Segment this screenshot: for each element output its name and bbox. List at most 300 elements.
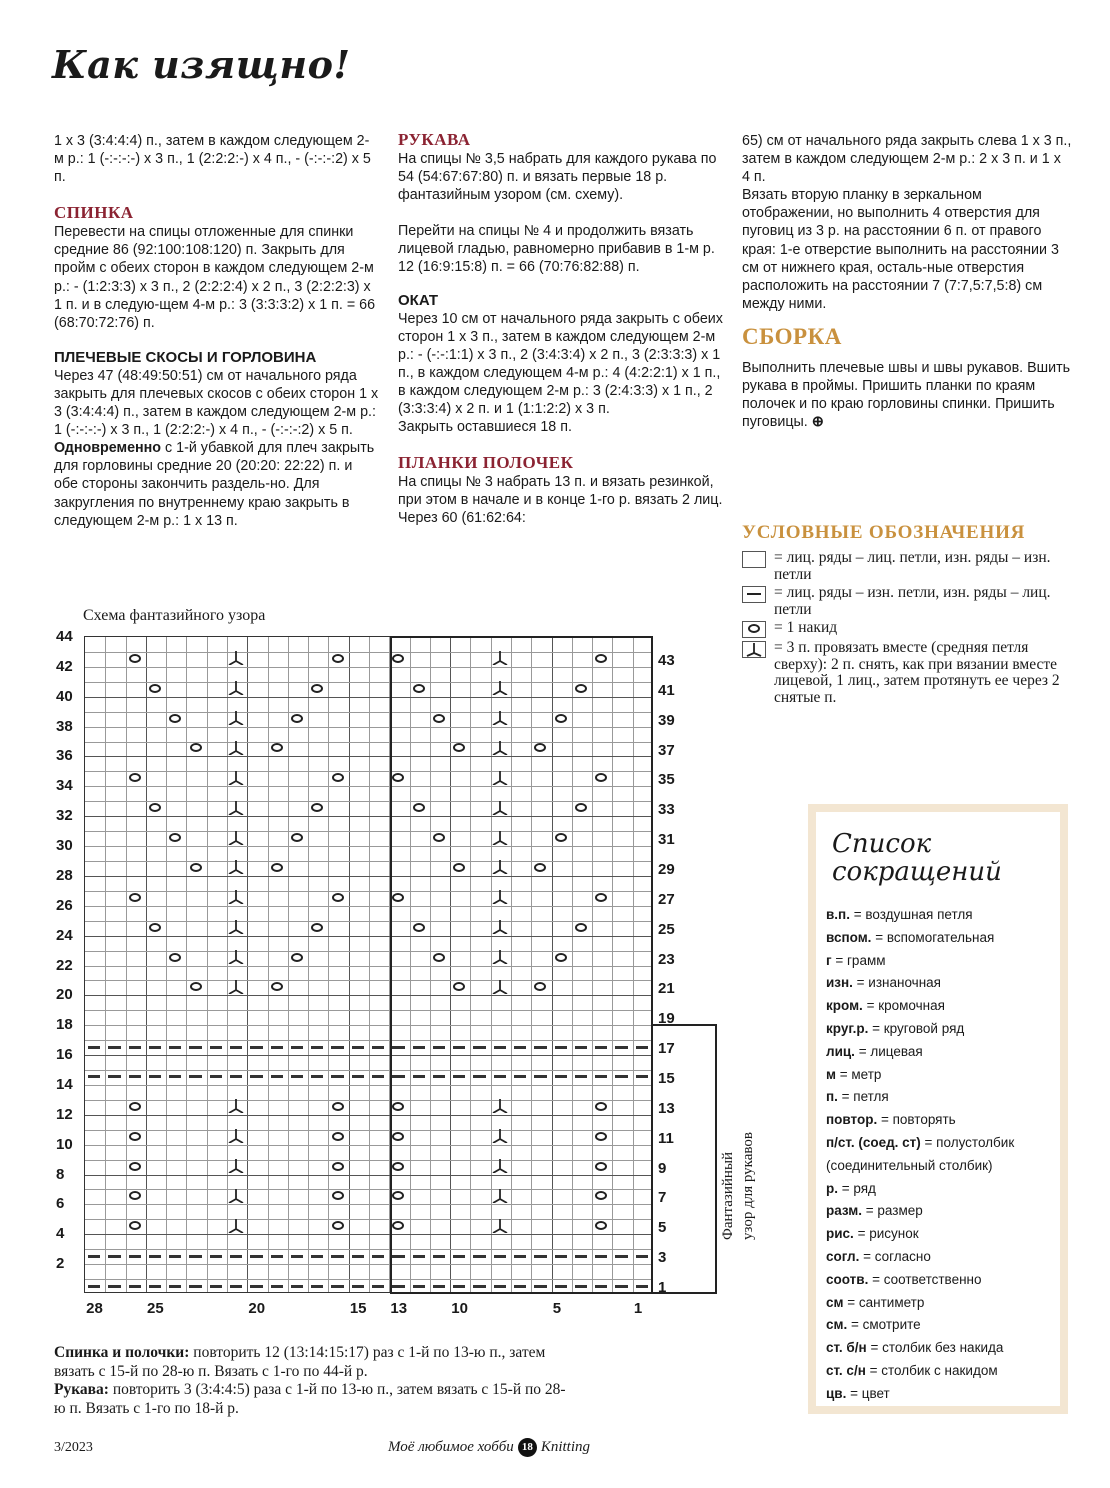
grid-line: [85, 1055, 651, 1056]
column-label: 1: [633, 1300, 643, 1317]
row-label: 1: [658, 1279, 667, 1297]
row-label: 37: [658, 741, 675, 759]
decrease-icon: [491, 920, 509, 934]
purl-dash-icon: [473, 1046, 485, 1049]
column-label: 15: [349, 1300, 367, 1317]
purl-dash-icon: [331, 1046, 343, 1049]
purl-dash-icon: [311, 1285, 323, 1288]
decrease-icon: [227, 1189, 245, 1203]
grid-line: [166, 637, 167, 1292]
purl-dash-icon: [372, 1255, 384, 1258]
abbreviations-box: [808, 804, 1068, 1414]
row-label: 35: [658, 771, 675, 789]
yarn-over-icon: [332, 1102, 344, 1111]
decrease-icon: [491, 1189, 509, 1203]
end-mark-icon: ⊕: [811, 414, 824, 431]
cap-heading: ОКАТ: [398, 291, 439, 309]
column-label: 20: [248, 1300, 266, 1317]
purl-dash-icon: [250, 1075, 262, 1078]
purl-dash-icon: [271, 1255, 283, 1258]
abbreviation-item: соотв. = соответственно: [826, 1271, 982, 1287]
grid-line: [85, 980, 651, 981]
decrease-icon: [491, 651, 509, 665]
purl-dash-icon: [108, 1075, 120, 1078]
row-label: 5: [658, 1219, 667, 1237]
chart-notes: [54, 1344, 574, 1418]
decrease-icon: [491, 890, 509, 904]
purl-dash-icon: [453, 1255, 465, 1258]
purl-dash-icon: [352, 1255, 364, 1258]
grid-line: [85, 771, 651, 772]
purl-dash-icon: [555, 1285, 567, 1288]
yarn-over-icon: [392, 1132, 404, 1141]
row-label: 43: [658, 651, 675, 669]
grid-line: [105, 637, 106, 1292]
row-label: 3: [658, 1249, 667, 1267]
row-label: 26: [56, 896, 73, 914]
row-label: 16: [56, 1046, 73, 1064]
yarn-over-icon: [392, 1162, 404, 1171]
purl-dash-icon: [129, 1285, 141, 1288]
grid-line: [85, 786, 651, 787]
abbreviation-item: согл. = согласно: [826, 1248, 931, 1264]
legend-item: = 1 накид: [742, 620, 1072, 638]
row-label: 23: [658, 950, 675, 968]
grid-line: [633, 637, 634, 1292]
purl-dash-icon: [514, 1255, 526, 1258]
sleeve-pattern-label: Фантазийный узор для рукавов: [720, 1132, 756, 1240]
yarn-over-icon: [413, 923, 425, 932]
yarn-over-icon: [555, 833, 567, 842]
purl-dash-icon: [149, 1075, 161, 1078]
legend-item: = 3 п. провязать вместе (средняя петля сверху): 2 п. снять, как при вязании вместе лицевой, 1 лиц., затем протянуть ее через 2 снятые п.: [742, 640, 1072, 706]
grid-line: [85, 876, 651, 877]
row-label: 32: [56, 807, 73, 825]
abbreviation-item: в.п. = воздушная петля: [826, 907, 973, 922]
purl-dash-icon: [595, 1285, 607, 1288]
row-label: 17: [658, 1040, 675, 1058]
back-note: Спинка и полочки: повторить 12 (13:14:15:17) раз с 1-й по 13-ю п., затем вязать с 15-й по 28-ю п. Вязать с 1-го по 44-й р.: [54, 1344, 546, 1380]
decrease-icon: [227, 890, 245, 904]
yarn-over-icon: [742, 621, 766, 638]
purl-dash-icon: [291, 1046, 303, 1049]
purl-dash-icon: [169, 1046, 181, 1049]
row-label: 40: [56, 687, 73, 705]
row-label: 12: [56, 1105, 73, 1123]
yarn-over-icon: [149, 684, 161, 693]
assembly-text: Выполнить плечевые швы и швы рукавов. Вшить рукава в проймы. Пришить планки по краям полочек и по краю горловины спинки. Пришить пуговицы. ⊕: [742, 359, 1071, 431]
purl-dash-icon: [392, 1046, 404, 1049]
grid-line: [85, 891, 651, 892]
yarn-over-icon: [413, 803, 425, 812]
purl-dash-icon: [392, 1075, 404, 1078]
decrease-icon: [491, 771, 509, 785]
purl-dash-icon: [636, 1046, 648, 1049]
grid-line: [85, 861, 651, 862]
yarn-over-icon: [433, 953, 445, 962]
purl-dash-icon: [129, 1046, 141, 1049]
purl-dash-icon: [189, 1255, 201, 1258]
yarn-over-icon: [169, 714, 181, 723]
purl-dash-icon: [453, 1075, 465, 1078]
grid-line: [85, 1070, 651, 1071]
purl-dash-icon: [88, 1255, 100, 1258]
yarn-over-icon: [575, 923, 587, 932]
purl-dash-icon: [250, 1285, 262, 1288]
chart-title: Схема фантазийного узора: [83, 607, 266, 624]
abbreviation-item: кром. = кромочная: [826, 998, 945, 1014]
yarn-over-icon: [169, 953, 181, 962]
row-label: 11: [658, 1129, 674, 1147]
grid-line: [612, 637, 613, 1292]
decrease-icon: [227, 1129, 245, 1143]
purl-dash-icon: [311, 1075, 323, 1078]
column-label: 13: [390, 1300, 408, 1317]
purl-dash-icon: [129, 1075, 141, 1078]
abbreviation-item: м = метр: [826, 1066, 882, 1082]
simultaneously-label: Одновременно: [54, 440, 162, 457]
purl-dash-icon: [210, 1046, 222, 1049]
yarn-over-icon: [413, 684, 425, 693]
grid-line: [85, 1115, 651, 1116]
sleeve-note: Рукава: повторить 3 (3:4:4:5) раза с 1-й по 13-ю п., затем вязать с 15-й по 28-ю п. Вязать с 1-го по 18-й р.: [54, 1381, 566, 1417]
grid-line: [85, 846, 651, 847]
bands-continued: 65) см от начального ряда закрыть слева 1 х 3 п., затем в каждом следующем 2-м р.: 2 х 3 п. и 1 х 4 п.: [742, 133, 1072, 186]
purl-dash-icon: [473, 1255, 485, 1258]
row-label: 13: [658, 1099, 675, 1117]
yarn-over-icon: [129, 893, 141, 902]
decrease-icon: [227, 860, 245, 874]
purl-dash-icon: [271, 1285, 283, 1288]
grid-line: [85, 697, 651, 698]
abbreviation-item: разм. = размер: [826, 1203, 923, 1219]
row-label: 34: [56, 777, 73, 795]
yarn-over-icon: [595, 1102, 607, 1111]
purl-dash-icon: [494, 1255, 506, 1258]
row-label: 25: [658, 920, 675, 938]
grid-line: [85, 816, 651, 817]
purl-dash-icon: [169, 1285, 181, 1288]
yarn-over-icon: [291, 714, 303, 723]
bands-heading: ПЛАНКИ ПОЛОЧЕК: [398, 453, 574, 473]
grid-line: [85, 1175, 651, 1176]
column-3: [742, 132, 1072, 431]
grid-line: [470, 637, 471, 1292]
purl-dash-icon: [331, 1255, 343, 1258]
abbreviation-item: вспом. = вспомогательная: [826, 929, 995, 945]
grid-line: [85, 652, 651, 653]
yarn-over-icon: [129, 654, 141, 663]
decrease-icon: [227, 950, 245, 964]
purl-dash-icon: [311, 1255, 323, 1258]
purl-dash-icon: [230, 1285, 242, 1288]
purl-dash-icon: [189, 1285, 201, 1288]
purl-dash-icon: [595, 1255, 607, 1258]
row-label: 14: [56, 1075, 73, 1093]
grid-line: [85, 667, 651, 668]
purl-dash-icon: [372, 1046, 384, 1049]
purl-dash-icon: [210, 1285, 222, 1288]
decrease-icon: [491, 980, 509, 994]
abbreviation-item: лиц. = лицевая: [826, 1043, 923, 1059]
purl-dash-icon: [352, 1046, 364, 1049]
purl-dash-icon: [108, 1255, 120, 1258]
purl-dash-icon: [555, 1255, 567, 1258]
grid-line: [288, 637, 289, 1292]
grid-line: [85, 951, 651, 952]
grid-line: [85, 921, 651, 922]
back-heading: СПИНКА: [54, 203, 134, 223]
purl-dash-icon: [210, 1255, 222, 1258]
row-label: 9: [658, 1159, 667, 1177]
yarn-over-icon: [555, 953, 567, 962]
grid-line: [85, 742, 651, 743]
grid-line: [85, 1279, 651, 1280]
purl-dash-icon: [514, 1046, 526, 1049]
purl-dash-icon: [555, 1046, 567, 1049]
purl-dash-icon: [230, 1255, 242, 1258]
grid-line: [85, 1249, 651, 1250]
purl-dash-icon: [413, 1046, 425, 1049]
grid-line: [410, 637, 411, 1292]
grid-line: [85, 712, 651, 713]
shoulder-heading: ПЛЕЧЕВЫЕ СКОСЫ И ГОРЛОВИНА: [54, 348, 317, 366]
yarn-over-icon: [433, 714, 445, 723]
grid-line: [268, 637, 269, 1292]
grid-line: [85, 1145, 651, 1146]
row-label: 36: [56, 747, 73, 765]
grid-line: [85, 1085, 651, 1086]
purl-dash-icon: [352, 1285, 364, 1288]
purl-dash-icon: [372, 1075, 384, 1078]
sleeves-heading: РУКАВА: [398, 130, 471, 149]
grid-line: [85, 1010, 651, 1011]
purl-dash-icon: [250, 1255, 262, 1258]
purl-dash-icon: [615, 1255, 627, 1258]
yarn-over-icon: [575, 684, 587, 693]
sleeves-text-1: На спицы № 3,5 набрать для каждого рукава по 54 (54:67:67:80) п. и вязать первые 18 р. фантазийным узором (см. схему).: [398, 151, 717, 204]
decrease-icon: [491, 1099, 509, 1113]
grid-line: [85, 1219, 651, 1220]
abbreviation-item: рис. = рисунок: [826, 1226, 919, 1242]
grid-line: [430, 637, 431, 1292]
decrease-icon: [491, 950, 509, 964]
decrease-icon: [491, 1159, 509, 1173]
purl-dash-icon: [494, 1075, 506, 1078]
row-label: 10: [56, 1135, 73, 1153]
purl-dash-icon: [108, 1046, 120, 1049]
bands-text: На спицы № 3 набрать 13 п. и вязать резинкой, при этом в начале и в конце 1-го р. вязать 2 лиц. Через 60 (61:62:64:: [398, 474, 723, 527]
purl-dash-icon: [575, 1046, 587, 1049]
grid-line: [85, 831, 651, 832]
grid-line: [85, 756, 651, 757]
purl-dash-icon: [636, 1255, 648, 1258]
row-label: 7: [658, 1189, 667, 1207]
purl-dash-icon: [555, 1075, 567, 1078]
grid-line: [85, 906, 651, 907]
grid-line: [511, 637, 512, 1292]
decrease-icon: [742, 641, 766, 658]
decrease-icon: [227, 980, 245, 994]
yarn-over-icon: [271, 863, 283, 872]
grid-line: [186, 637, 187, 1292]
yarn-over-icon: [291, 833, 303, 842]
purl-dash-icon: [575, 1285, 587, 1288]
column-label: 5: [552, 1300, 562, 1317]
abbreviation-item: г = грамм: [826, 952, 886, 968]
purl-dash-icon: [149, 1255, 161, 1258]
purl-dash-icon: [331, 1285, 343, 1288]
cap-text: Через 10 см от начального ряда закрыть с обеих сторон 1 х 3 п., затем в каждом следующем 2-м р.: - (-:-:1:1) х 3 п., 2 (3:4:3:4) х 2 п., 3 (2:3:3:3) х 1 п., в каждом следующем 4-м р.: 4 (4:2:2:1) х 1 п., в каждом следующем 2-м р.: 3 (2:4:3:3) х 1 п., 2 (3:3:3:4) х 2 п. и 1 (1:1:2:2) х 3 п.: [398, 310, 723, 418]
yarn-over-icon: [332, 1221, 344, 1230]
yarn-over-icon: [595, 893, 607, 902]
purl-dash-icon: [514, 1075, 526, 1078]
purl-dash-icon: [88, 1285, 100, 1288]
page-title: Как изящно!: [52, 42, 351, 87]
row-label: 33: [658, 801, 675, 819]
decrease-icon: [491, 1219, 509, 1233]
abbreviation-item: ст. б/н = столбик без накида: [826, 1340, 1004, 1356]
purl-dash-icon: [575, 1255, 587, 1258]
purl-dash-icon: [534, 1255, 546, 1258]
purl-dash-icon: [636, 1285, 648, 1288]
purl-dash-icon: [291, 1255, 303, 1258]
grid-line: [369, 637, 370, 1292]
bands-continued-2: Вязать вторую планку в зеркальном отображении, но выполнить 4 отверстия для пуговиц из 3 р. на расстоянии 6 п. от правого края: 1-е отверстие выполнить на расстоянии 3 см от нижнего края, осталь-ные отверстия расположить на расстоянии 7 (7:7,5:7,5:8) см между ними.: [742, 187, 1059, 312]
purl-dash-icon: [210, 1075, 222, 1078]
purl-dash-icon: [169, 1255, 181, 1258]
purl-dash-icon: [595, 1046, 607, 1049]
grid-line: [85, 936, 651, 937]
grid-line: [85, 1025, 651, 1026]
abbreviation-item: ст. с/н = столбик с накидом: [826, 1362, 998, 1378]
purl-dash-icon: [494, 1046, 506, 1049]
footer-branding: [388, 1438, 590, 1457]
simultaneously-paragraph: [54, 439, 379, 529]
purl-dash-icon: [169, 1075, 181, 1078]
purl-dash-icon: [494, 1285, 506, 1288]
row-label: 41: [658, 681, 675, 699]
grid-line: [572, 637, 573, 1292]
legend: [742, 522, 1072, 708]
purl-dash-icon: [352, 1075, 364, 1078]
grid-line: [389, 637, 390, 1292]
grid-line: [85, 1204, 651, 1205]
row-label: 8: [56, 1165, 65, 1183]
purl-dash-icon: [636, 1075, 648, 1078]
purl-dash-icon: [615, 1285, 627, 1288]
purl-dash-icon: [271, 1075, 283, 1078]
legend-heading: УСЛОВНЫЕ ОБОЗНАЧЕНИЯ: [742, 522, 1026, 543]
back-text: Перевести на спицы отложенные для спинки средние 86 (92:100:108:120) п. Закрыть для пройм с обеих сторон в каждом следующем 2-м р.: - (1:2:3:3) х 3 п., 2 (2:2:2:4) х 2 п., 3 (2:2:2:3) х 1 п. и в следую-щем 4-м р.: 3 (3:3:3:2) х 1 п. = 66 (68:70:72:76) п.: [54, 224, 376, 331]
grid-line: [552, 637, 553, 1292]
yarn-over-icon: [595, 1132, 607, 1141]
chart-grid: [84, 636, 652, 1293]
purl-dash-icon: [189, 1075, 201, 1078]
abbreviation-item: круг.р. = круговой ряд: [826, 1020, 965, 1036]
yarn-over-icon: [332, 1162, 344, 1171]
row-label: 28: [56, 866, 73, 884]
abbreviation-item: р. = ряд: [826, 1180, 876, 1196]
row-label: 20: [56, 986, 73, 1004]
decrease-icon: [491, 711, 509, 725]
magazine-name: Моё любимое хобби: [388, 1439, 514, 1455]
abbreviation-item: см. = смотрите: [826, 1317, 921, 1333]
decrease-icon: [227, 801, 245, 815]
purl-dash-icon: [230, 1046, 242, 1049]
page-number: 18: [518, 1438, 537, 1457]
grid-line: [85, 1234, 651, 1235]
decrease-icon: [227, 1159, 245, 1173]
sleeves-text-2: Перейти на спицы № 4 и продолжить вязать лицевой гладью, равномерно прибавив в 1-м р. 12 (16:9:15:8) п. = 66 (70:76:82:88) п.: [398, 223, 715, 276]
abbreviations-title: Список сокращений: [832, 829, 1002, 887]
grid-line: [247, 637, 248, 1292]
section-name: Knitting: [540, 1439, 590, 1455]
column-2: [398, 130, 728, 528]
purl-dash-icon: [230, 1075, 242, 1078]
grid-line: [85, 1264, 651, 1265]
yarn-over-icon: [311, 923, 323, 932]
yarn-over-icon: [291, 953, 303, 962]
purl-dash-icon: [149, 1046, 161, 1049]
decrease-icon: [491, 741, 509, 755]
purl-dash-icon: [413, 1285, 425, 1288]
decrease-icon: [227, 771, 245, 785]
decrease-icon: [227, 711, 245, 725]
decrease-icon: [491, 681, 509, 695]
issue-number: 3/2023: [54, 1440, 93, 1455]
legend-item: = лиц. ряды – изн. петли, изн. ряды – лиц. петли: [742, 585, 1072, 618]
yarn-over-icon: [311, 684, 323, 693]
legend-item: = лиц. ряды – лиц. петли, изн. ряды – изн. петли: [742, 550, 1072, 583]
yarn-over-icon: [433, 833, 445, 842]
purl-dash-icon: [311, 1046, 323, 1049]
empty-cell-icon: [742, 551, 766, 568]
yarn-over-icon: [190, 863, 202, 872]
decrease-icon: [227, 651, 245, 665]
purl-dash-icon: [413, 1255, 425, 1258]
row-label: 4: [56, 1225, 65, 1243]
yarn-over-icon: [129, 1102, 141, 1111]
decrease-icon: [227, 920, 245, 934]
purl-dash-icon: [331, 1075, 343, 1078]
grid-line: [85, 1130, 651, 1131]
decrease-icon: [227, 681, 245, 695]
grid-line: [85, 966, 651, 967]
column-label: 10: [451, 1300, 468, 1317]
row-label: 30: [56, 837, 73, 855]
grid-line: [207, 637, 208, 1292]
sleeve-pattern-bracket: [652, 1024, 717, 1297]
purl-dash-icon: [250, 1046, 262, 1049]
cap-text-2: Закрыть оставшиеся 18 п.: [398, 419, 572, 436]
purl-dash-icon: [534, 1285, 546, 1288]
purl-dash-icon: [534, 1046, 546, 1049]
row-label: 2: [56, 1255, 65, 1273]
purl-dash-icon: [433, 1255, 445, 1258]
decrease-icon: [227, 831, 245, 845]
grid-line: [450, 637, 451, 1292]
abbreviation-item: п/ст. (соед. ст) = полустолбик: [826, 1134, 1015, 1150]
row-label: 39: [658, 711, 675, 729]
intro-text: 1 х 3 (3:4:4:4) п., затем в каждом следующем 2-м р.: 1 (-:-:-:-) х 3 п., 1 (2:2:2:-) х 4 п., - (-:-:-:2) х 5 п.: [54, 133, 371, 186]
row-label: 18: [56, 1016, 73, 1034]
purl-dash-icon: [534, 1075, 546, 1078]
purl-dash-icon: [514, 1285, 526, 1288]
purl-dash-icon: [189, 1046, 201, 1049]
row-label: 21: [658, 980, 675, 998]
column-label: 28: [86, 1300, 103, 1317]
